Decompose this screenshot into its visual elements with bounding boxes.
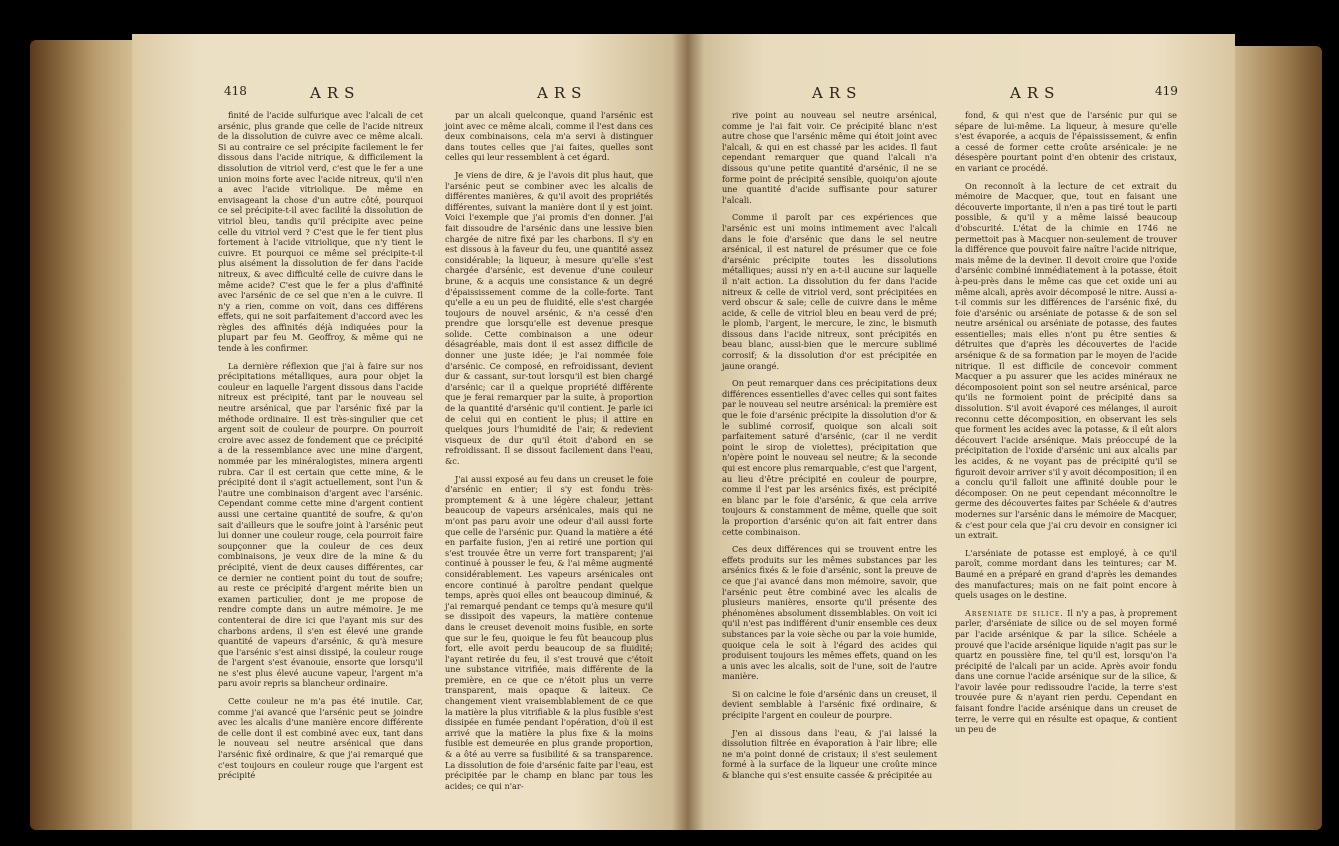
paragraph: Cette couleur ne m'a pas été inutile. Car, comme j'ai avancé que l'arsénic peut se joindre avec les alcalis d'une manière encore différente de celle dont il est combiné avec eux, tant dans le nouveau sel neutre arsénical que dans l'arsénic fixé ordinaire, & que j'ai remarqué que c'est toujours en couleur rouge que l'argent est précipité xyxy=(218,696,423,781)
right-page-column-2 xyxy=(955,110,1177,742)
page-number-left: 418 xyxy=(224,84,247,98)
paragraph: par un alcali quelconque, quand l'arsénic est joint avec ce même alcali, comme il l'est dans ces deux combinaisons, cela m'a servi à distinguer dans toutes celles que j'ai faites, quelles sont celles qui leur ressemblent à cet égard. xyxy=(445,110,653,163)
right-page xyxy=(687,34,1235,830)
section-paragraph xyxy=(955,608,1177,735)
right-page-column-1 xyxy=(722,110,937,788)
page-number-right: 419 xyxy=(1155,84,1178,98)
paragraph: La dernière réflexion que j'ai à faire sur nos précipitations métalliques, aura pour objet la couleur en laquelle l'argent dissous dans l'acide nitreux est précipité, tant par le nouveau sel neutre arsénical, que par l'arsénic fixé par la méthode ordinaire. Il est très-singulier que cet argent soit de couleur de pourpre. On pourroit croire avec assez de fondement que ce précipité a de la ressemblance avec une mine d'argent, nommée par les minéralogistes, minera argenti rubra. Car il est certain que cette mine, & le précipité dont il s'agit actuellement, sont l'un & l'autre une combinaison d'argent avec l'arsénic. Cependant comme cette mine d'argent contient aussi une certaine quantité de soufre, & qu'on sait d'ailleurs que le soufre joint à l'arsénic peut lui donner une couleur rouge, cela pourroit faire soupçonner que la couleur de ces deux combinaisons, je veux dire de la mine & du précipité, vient de deux causes différentes, car ce dernier ne contient point du tout de soufre; au reste ce précipité d'argent mérite bien un examen particulier, dont je me propose de rendre compte dans un autre mémoire. Je me contenterai de dire ici que l'ayant mis sur des charbons ardens, il s'en est élevé une grande quantité de vapeurs d'arsénic, & qu'à mesure que l'arsénic s'est ainsi dissipé, la couleur rouge de l'argent s'est évanouie, ensorte que lorsqu'il ne s'est plus élevé aucune vapeur, l'argent m'a paru avoir repris sa blancheur ordinaire. xyxy=(218,360,423,689)
running-header-left-col1: ARS xyxy=(310,84,361,102)
running-header-right-col2: ARS xyxy=(1010,84,1061,102)
paragraph: L'arséniate de potasse est employé, à ce qu'il paroît, comme mordant dans les teintures; car M. Baumé en a préparé en grand d'après les demandes des manufactures; mais on ne fait point encore à quels usages on le destine. xyxy=(955,547,1177,601)
paragraph: J'ai aussi exposé au feu dans un creuset le foie d'arsénic en entier; il s'y est fondu très-promptement & à une légère chaleur, jettant beaucoup de vapeurs arsénicales, mais qui ne m'ont pas paru avoir une odeur d'ail aussi forte que celle de l'arsénic pur. Quand la matière a été en parfaite fusion, j'en ai retiré une portion qui s'est trouvée être un verre fort transparent; j'ai continué à pousser le feu, & l'ai même augmenté considérablement. Les vapeurs arsénicales ont encore continué à paroître pendant quelque temps, après quoi elles ont beaucoup diminué, & j'ai remarqué pendant ce temps qu'à mesure qu'il se dissipoit des vapeurs, la matière contenue dans le creuset devenoit moins fusible, en sorte que sur le feu, quoique le feu fût beaucoup plus fort, elle avoit perdu beaucoup de sa fluidité; l'ayant retirée du feu, il s'est trouvé que c'étoit une substance vitrifiée, mais différente de la première, en ce que ce n'étoit plus un verre transparent, mais opaque & laiteux. Ce changement vient vraisemblablement de ce que la matière la plus vitrifiable & la plus fusible s'est dissipée en fumée pendant l'opération, d'où il est arrivé que la matière la plus fixe & la moins fusible est demeurée en plus grande proportion, & a ôté au verre sa fusibilité & sa transparence. La dissolution de foie d'arsénic faite par l'eau, est précipitée par le champ en blanc par tous les acides; ce qui n'ar- xyxy=(445,473,653,791)
paragraph: Ces deux différences qui se trouvent entre les effets produits sur les mêmes substances par les arsénics fixés & le foie d'arsénic, sont la preuve de ce que j'ai avancé dans mon mémoire, savoir, que l'arsénic peut être combiné avec les alcalis de plusieurs manières, ensorte qu'il présente des phénomènes absolument dissemblables. On voit ici qu'il n'est pas indifférent d'unir ensemble ces deux substances par la voie sèche ou par la voie humide, quoique cela le soit à l'égard des acides qui produisent toujours les mêmes effets, quand on les a unis avec les alcalis, soit de l'une, soit de l'autre manière. xyxy=(722,544,937,682)
paragraph: finité de l'acide sulfurique avec l'alcali de cet arsénic, plus grande que celle de l'acide nitreux de la dissolution de cuivre avec ce même alcali. Si au contraire ce sel précipite facilement le fer dissous dans l'acide nitrique, & difficilement la dissolution de vitriol verd, c'est que le fer a une union moins forte avec l'acide nitreux, qu'il n'en a avec l'acide vitriolique. De même en envisageant la chose d'un autre côté, pourquoi ce sel précipite-t-il avec facilité la dissolution de vitriol bleu, tandis qu'il précipite avec peine celle du vitriol verd ? C'est que le fer tient plus fortement à l'acide vitriolique, que n'y tient le cuivre. Et pourquoi ce même sel précipite-t-il plus aisément la dissolution de fer dans l'acide nitreux, & avec difficulté celle de cuivre dans le même acide? C'est que le fer a plus d'affinité avec l'arsénic de ce sel que n'en a le cuivre. Il n'y a rien, comme on voit, dans ces différens effets, qui ne soit parfaitement d'accord avec les règles des affinités déjà indiquées pour la plupart par feu M. Geoffroy, & même qui ne tende à les confirmer. xyxy=(218,110,423,354)
paragraph: fond, & qui n'est que de l'arsénic pur qui se sépare de lui-même. La liqueur, à mesure qu'elle s'est évaporée, a acquis de l'épaississement, & enfin a cessé de former cette croûte arsénicale: je ne désespère pourtant point d'en obtenir des cristaux, en variant ce procédé. xyxy=(955,110,1177,173)
paragraph: Si on calcine le foie d'arsénic dans un creuset, il devient semblable à l'arsénic fixé ordinaire, & précipite l'argent en couleur de pourpre. xyxy=(722,688,937,721)
section-heading: Arseniate de silice. xyxy=(965,607,1064,618)
paragraph: rive point au nouveau sel neutre arsénical, comme je l'ai fait voir. Ce précipité blanc n'est autre chose que l'arsénic même qui étoit joint avec l'alcali, & qui en est chassé par les acides. Il faut cependant remarquer que quand l'alcali n'a dissous qu'une petite quantité d'arsénic, il ne se forme point de précipité sensible, quoiqu'on ajoute une quantité d'acide suffisante pour saturer l'alcali. xyxy=(722,110,937,205)
book-gutter xyxy=(672,34,704,830)
running-header-right-col1: ARS xyxy=(812,84,863,102)
running-header-left-col2: ARS xyxy=(537,84,588,102)
paragraph: On peut remarquer dans ces précipitations deux différences essentielles d'avec celles qui sont faites par le nouveau sel neutre arsénical: la première est que le foie d'arsénic précipite la dissolution d'or & le sublimé corrosif, quoique son alcali soit parfaitement saturé d'arsénic, (car il ne verdit point le sirop de violettes), précipitation que n'opère point le nouveau sel neutre; & la seconde qui est encore plus remarquable, c'est que l'argent, au lieu d'être précipité en couleur de pourpre, comme il l'est par les arsénics fixés, est précipité en blanc par le foie d'arsénic, & que cela arrive toujours & constamment de même, quelle que soit la proportion d'arsénic qu'on ait fait entrer dans cette combinaison. xyxy=(722,378,937,537)
left-page-column-1 xyxy=(218,110,423,788)
book-edge-right xyxy=(1232,46,1322,830)
paragraph: J'en ai dissous dans l'eau, & j'ai laissé la dissolution filtrée en évaporation à l'air libre; elle ne m'a point donné de cristaux; il s'est seulement formé à la surface de la liqueur une croûte mince & blanche qui s'est ensuite cassée & précipitée au xyxy=(722,727,937,781)
book-edge-left xyxy=(30,40,138,830)
paragraph: On reconnoît à la lecture de cet extrait du mémoire de Macquer, que, tout en faisant une découverte importante, il n'en a pas tiré tout le parti possible, & qu'il y a même laissé beaucoup d'obscurité. L'état de la chimie en 1746 ne permettoit pas à Macquer non-seulement de trouver la différence que pouvoit faire naître l'acide nitrique, mais même de la deviner. Il devoit croire que l'oxide d'arsénic combiné immédiatement à la potasse, étoit à-peu-près dans le même cas que cet oxide uni au même alcali, après avoir décomposé le nitre. Aussi a-t-il commis sur les différences de l'arsénic fixé, du foie d'arsénic ou arséniate de potasse & de son sel neutre arsénical ou arséniate de potasse, des fautes essentielles; mais elles n'ont pu être senties & détruites que d'après les découvertes de l'acide arsénique & de sa formation par le moyen de l'acide nitrique. Il est difficile de concevoir comment Macquer a pu assurer que les acides minéraux ne décomposoient point son sel neutre arsénical, parce qu'ils ne formoient point de précipité dans sa dissolution. S'il avoit évaporé ces mélanges, il auroit reconnu cette décomposition, en observant les sels que forment les acides avec la potasse, & il eût alors découvert l'acide arsénique. Mais préoccupé de la précipitation de l'oxide d'arsénic uni aux alcalis par les acides, & ne voyant pas de précipité qu'il se figuroit devoir arriver s'il y avoit décomposition; il en a conclu qu'il falloit une affinité double pour le décomposer. On ne peut cependant méconnoître le germe des découvertes faites par Schéele & d'autres modernes sur l'arsénic dans le mémoire de Macquer, & c'est pour cela que j'ai cru devoir en consigner ici un extrait. xyxy=(955,180,1177,541)
left-page xyxy=(132,34,687,830)
section-body: Il n'y a pas, à proprement parler, d'arséniate de silice ou de sel moyen formé par l'acide arsénique & par la silice. Schéele a prouvé que l'acide arsénique liquide n'agit pas sur le quartz en poussière fine, tel qu'il est, lorsqu'on l'a précipité de l'alcali par un acide. Après avoir fondu dans une cornue l'acide arsénique sur de la silice, & l'avoir lavée pour redissoudre l'acide, la terre s'est trouvée pure & n'ayant rien perdu. Cependant en faisant fondre l'acide arsénique dans un creuset de terre, le verre qui en résulte est opaque, & contient un peu de xyxy=(955,607,1178,735)
paragraph: Je viens de dire, & je l'avois dit plus haut, que l'arsénic peut se combiner avec les alcalis de différentes manières, & qu'il avoit des propriétés différentes, suivant la manière dont il y est joint. Voici l'exemple que j'ai promis d'en donner. J'ai fait dissoudre de l'arsénic dans une lessive bien chargée de nitre fixé par les charbons. Il s'y en est dissous à la faveur du feu, une quantité assez considérable; la liqueur, à mesure qu'elle s'est chargée d'arsénic, est devenue d'une couleur brune, & a acquis une consistance & un degré d'épaississement comme de la colle-forte. Tant qu'elle a eu un peu de fluidité, elle s'est chargée toujours de nouvel arsénic, & n'a cessé d'en prendre que lorsqu'elle est devenue presque solide. Cette combinaison a une odeur désagréable, mais dont il est assez difficile de donner une juste idée; je l'ai nommée foie d'arsénic. Ce composé, en refroidissant, devient dur & cassant, sur-tout lorsqu'il est bien chargé d'arsénic; car il a quelque propriété différente que je ferai remarquer par la suite, à proportion de la quantité d'arsénic qu'il contient. Je parle ici de celui qui en contient le plus; il attire en quelques jours l'humidité de l'air, & redevient visqueux de dur qu'il étoit d'abord en se refroidissant. Il se dissout facilement dans l'eau, &c. xyxy=(445,169,653,466)
paragraph: Comme il paroît par ces expériences que l'arsénic est uni moins intimement avec l'alcali dans le foie d'arsénic que dans le sel neutre arsénical, il est naturel de présumer que ce foie d'arsénic précipite toutes les dissolutions métalliques; aussi n'y en a-t-il aucune sur laquelle il n'ait action. La dissolution du fer dans l'acide nitreux & celle de vitriol verd, sont précipitées en verd obscur & sale; celle de cuivre dans le même acide, & celle de vitriol bleu en beau verd de pré; le plomb, l'argent, le mercure, le zinc, le bismuth dissous dans l'acide nitreux, sont précipités en beau blanc, aussi-bien que le mercure sublimé corrosif; & la dissolution d'or est précipitée en jaune orangé. xyxy=(722,212,937,371)
left-page-column-2 xyxy=(445,110,653,798)
